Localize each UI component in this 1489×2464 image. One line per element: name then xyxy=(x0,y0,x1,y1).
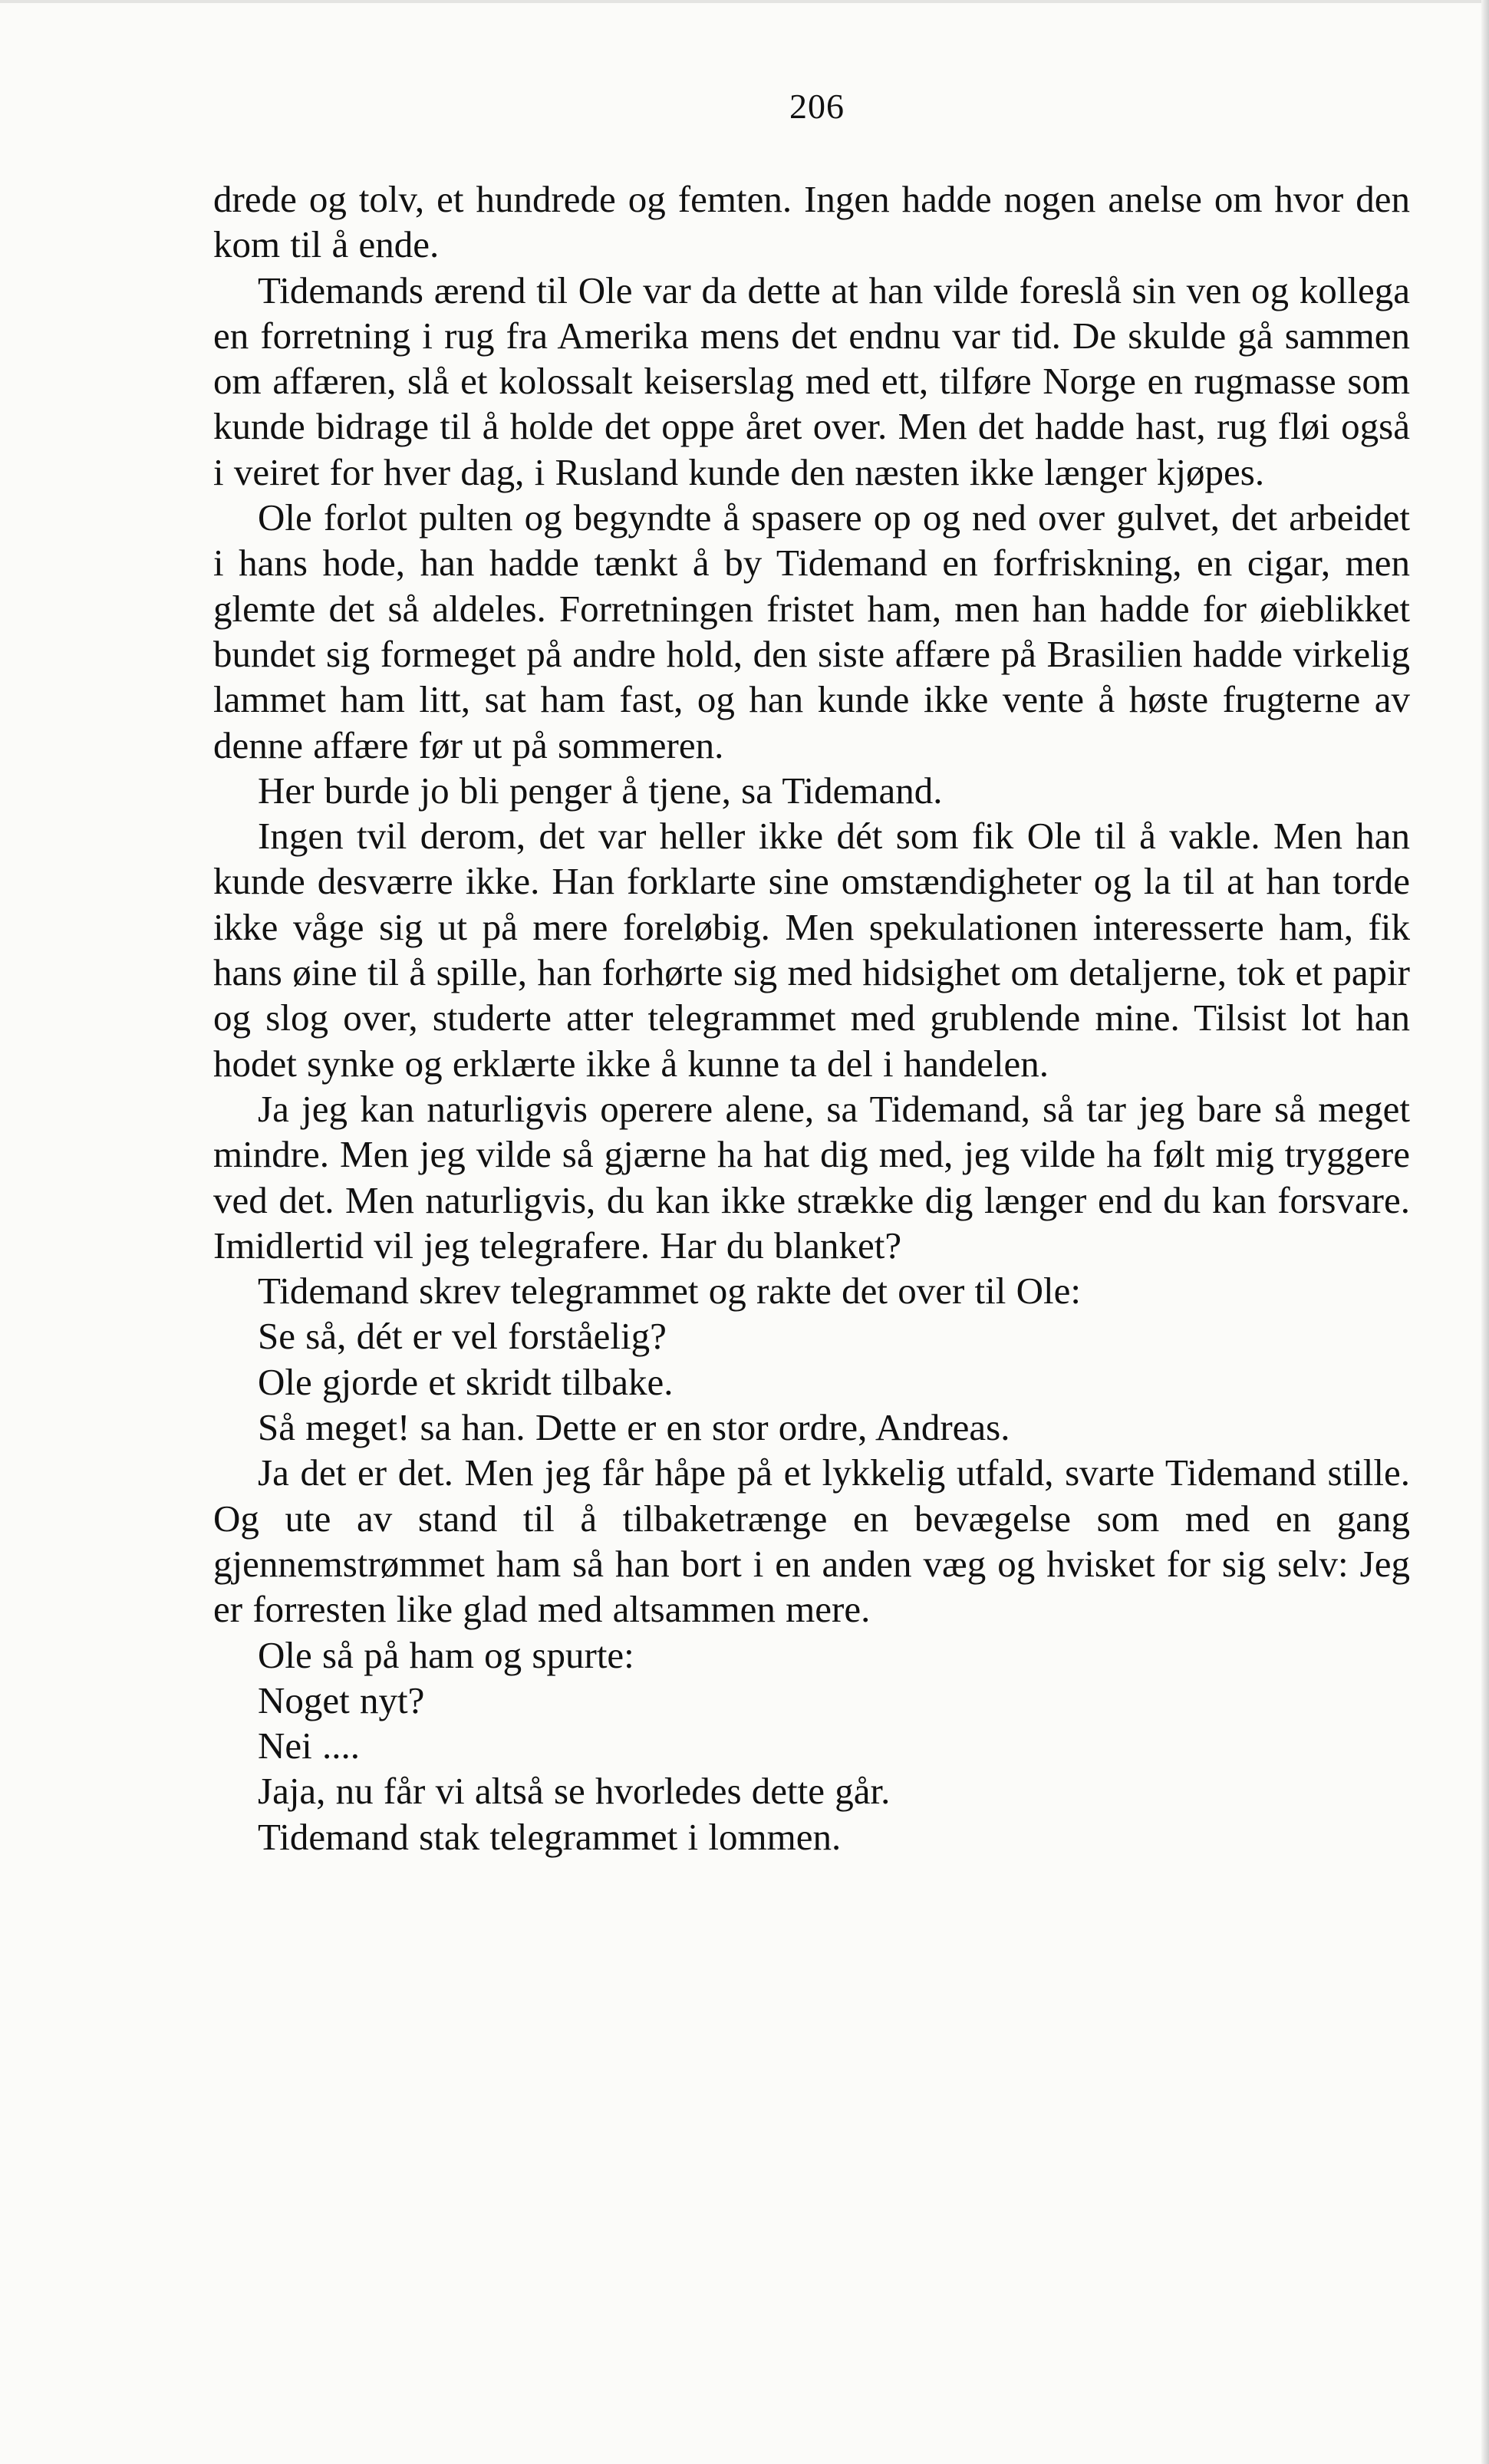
paragraph: Ole gjorde et skridt tilbake. xyxy=(258,1360,674,1403)
page-number: 206 xyxy=(789,87,845,126)
paragraph: Ole så på ham og spurte: xyxy=(258,1633,634,1676)
paragraph: Ole forlot pulten og begyndte å spasere op og ned over gulvet, det arbeidet i hans hode, han hadde tænkt å by Tidemand en forfriskning, en cigar, men glemte det så aldeles. Forretningen fristet ham, men han hadde for øieblikket bundet sig formeget på andre hold, den siste affære på Brasilien hadde virkelig lammet ham litt, sat ham fast, og han kunde ikke vente å høste frugterne av denne affære før ut på sommeren. xyxy=(213,496,1410,766)
paragraph: Så meget! sa han. Dette er en stor ordre, Andreas. xyxy=(258,1406,1010,1449)
paragraph: Jaja, nu får vi altså se hvorledes dette går. xyxy=(258,1770,891,1813)
paragraph: Nei .... xyxy=(258,1724,360,1767)
paragraph: Tidemands ærend til Ole var da dette at han vilde foreslå sin ven og kollega en forretning i rug fra Amerika mens det endnu var tid. De skulde gå sammen om affæren, slå et kolossalt keiserslag med ett, tilføre Norge en rugmasse som kunde bidrage til å holde det oppe året over. Men det hadde hast, rug fløi også i veiret for hver dag, i Rusland kunde den næsten ikke længer kjøpes. xyxy=(213,268,1410,493)
page-top-edge xyxy=(0,0,1489,3)
paragraph: Se så, dét er vel forståelig? xyxy=(258,1315,667,1358)
paragraph: Tidemand stak telegrammet i lommen. xyxy=(258,1815,842,1858)
paragraph: Ja det er det. Men jeg får håpe på et lykkelig utfald, svarte Tidemand stille. Og ute av stand til å tilbaketrænge en bevægelse som med en gang gjennemstrømmet ham så han bort i en anden væg og hvisket for sig selv: Jeg er forresten like glad med altsammen mere. xyxy=(213,1451,1410,1631)
paragraph: Tidemand skrev telegrammet og rakte det over til Ole: xyxy=(258,1270,1082,1313)
paragraph: Her burde jo bli penger å tjene, sa Tidemand. xyxy=(258,769,943,812)
body-text xyxy=(213,176,1410,1860)
paragraph: Noget nyt? xyxy=(258,1678,425,1721)
paragraph: Ingen tvil derom, det var heller ikke dét som fik Ole til å vakle. Men han kunde desværre ikke. Han forklarte sine omstændigheter og la til at han torde ikke våge sig ut på mere foreløbig. Men spekulationen interesserte ham, fik hans øine til å spille, han forhørte sig med hidsighet om detaljerne, tok et papir og slog over, studerte atter telegrammet med grublende mine. Tilsist lot han hodet synke og erklærte ikke å kunne ta del i handelen. xyxy=(213,815,1410,1085)
page-right-edge xyxy=(1481,0,1489,2464)
paragraph: Ja jeg kan naturligvis operere alene, sa Tidemand, så tar jeg bare så meget mindre. Men jeg vilde så gjærne ha hat dig med, jeg vilde ha følt mig tryggere ved det. Men naturligvis, du kan ikke strække dig længer end du kan forsvare. Imidlertid vil jeg telegrafere. Har du blanket? xyxy=(213,1087,1410,1267)
paragraph-continuation: drede og tolv, et hundrede og femten. Ingen hadde nogen anelse om hvor den kom til å ende. xyxy=(213,178,1410,266)
